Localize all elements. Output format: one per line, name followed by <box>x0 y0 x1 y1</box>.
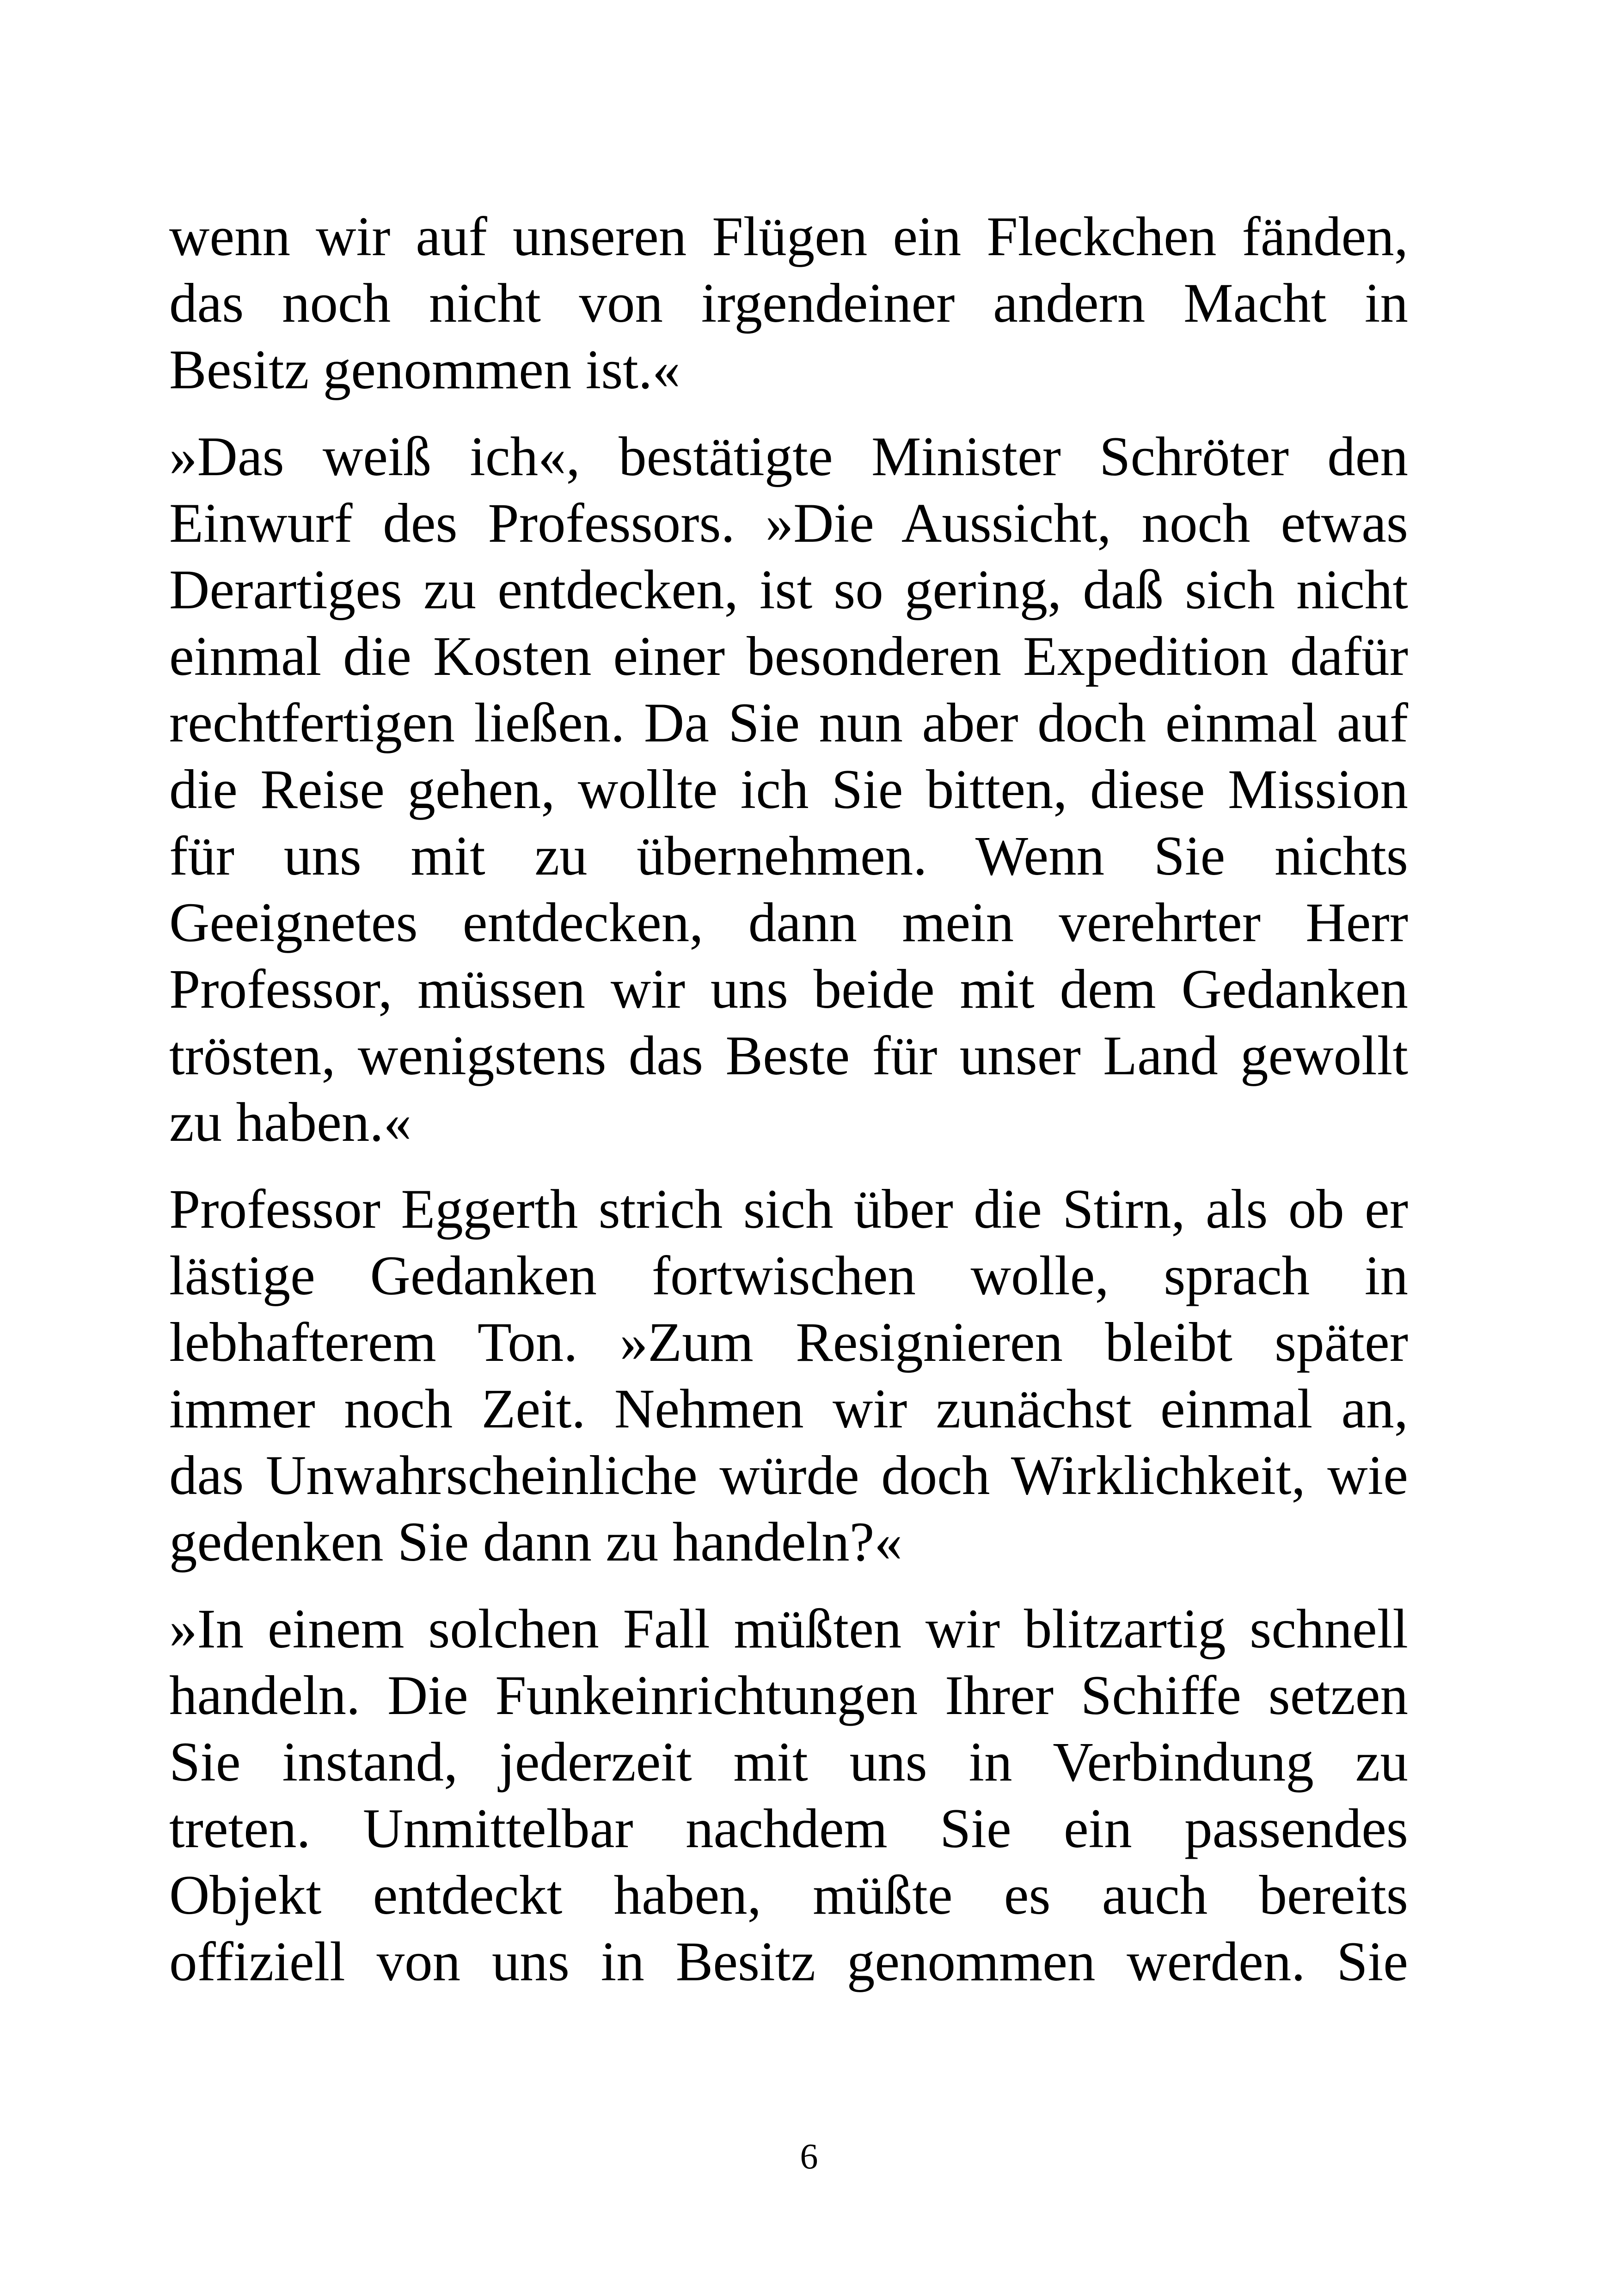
text-line: Objekt entdeckt haben, müßte es auch bereits <box>169 1864 1408 1926</box>
page-number: 6 <box>800 2136 818 2176</box>
text-line: die Reise gehen, wollte ich Sie bitten, diese Mission <box>169 759 1408 820</box>
text-line: »Das weiß ich«, bestätigte Minister Schröter den <box>169 426 1408 488</box>
text-line: Derartiges zu entdecken, ist so gering, daß sich nicht <box>169 559 1408 621</box>
text-line: trösten, wenigstens das Beste für unser Land gewollt <box>169 1025 1408 1087</box>
paragraph-2 <box>169 423 1408 1156</box>
text-line: für uns mit zu übernehmen. Wenn Sie nichts <box>169 825 1408 887</box>
text-line: einmal die Kosten einer besonderen Expedition dafür <box>169 625 1408 687</box>
paragraph-3 <box>169 1176 1408 1575</box>
text-line: zu haben.« <box>169 1091 412 1153</box>
paragraph-1 <box>169 203 1408 403</box>
text-line: Geeignetes entdecken, dann mein verehrter Herr <box>169 892 1408 954</box>
text-line: offiziell von uns in Besitz genommen werden. Sie <box>169 1931 1408 1993</box>
text-line: das Unwahrscheinliche würde doch Wirklichkeit, wie <box>169 1445 1408 1506</box>
text-line: handeln. Die Funkeinrichtungen Ihrer Schiffe setzen <box>169 1665 1408 1727</box>
text-line: Einwurf des Professors. »Die Aussicht, noch etwas <box>169 492 1408 554</box>
body-text <box>169 203 1408 2015</box>
text-line: rechtfertigen ließen. Da Sie nun aber doch einmal auf <box>169 692 1408 754</box>
text-line: »In einem solchen Fall müßten wir blitzartig schnell <box>169 1598 1408 1660</box>
text-line: immer noch Zeit. Nehmen wir zunächst einmal an, <box>169 1378 1408 1440</box>
paragraph-4 <box>169 1596 1408 1995</box>
text-line: lebhafterem Ton. »Zum Resignieren bleibt später <box>169 1311 1408 1373</box>
text-line: lästige Gedanken fortwischen wolle, sprach in <box>169 1245 1408 1307</box>
text-line: Professor Eggerth strich sich über die Stirn, als ob er <box>169 1178 1408 1240</box>
text-line: Sie instand, jederzeit mit uns in Verbindung zu <box>169 1731 1408 1793</box>
text-line: Professor, müssen wir uns beide mit dem Gedanken <box>169 958 1408 1020</box>
text-line: Besitz genommen ist.« <box>169 339 680 401</box>
text-line: wenn wir auf unseren Flügen ein Fleckchen fänden, <box>169 206 1408 268</box>
text-line: treten. Unmittelbar nachdem Sie ein passendes <box>169 1798 1408 1860</box>
text-line: gedenken Sie dann zu handeln?« <box>169 1511 902 1573</box>
text-line: das noch nicht von irgendeiner andern Macht in <box>169 272 1408 334</box>
